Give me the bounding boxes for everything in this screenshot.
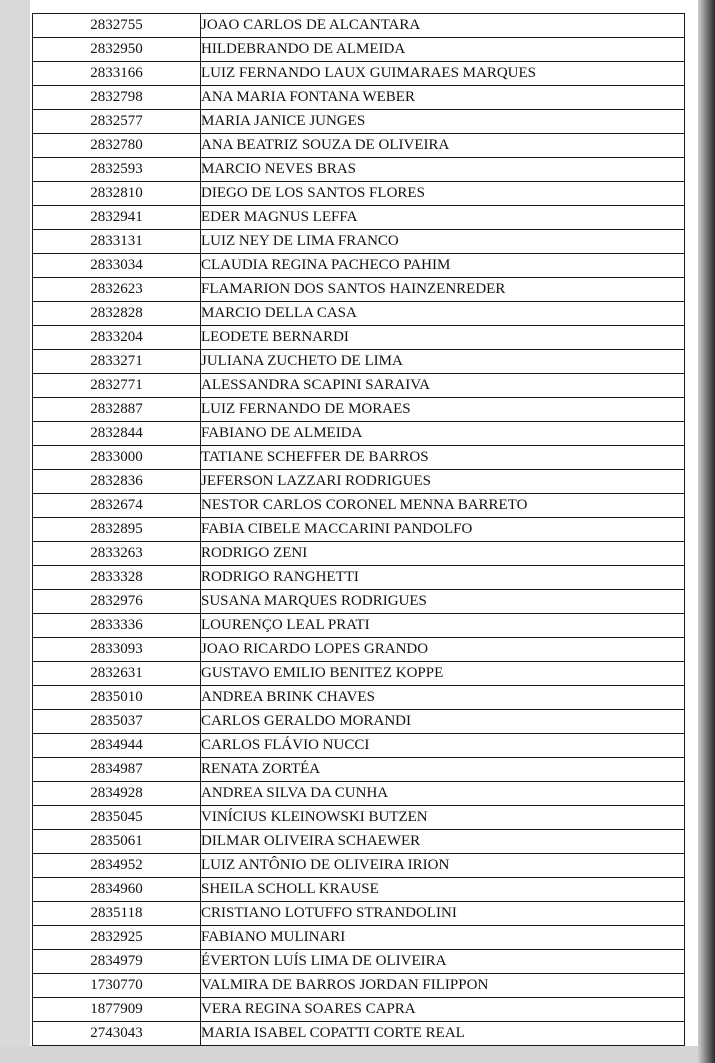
person-name: SUSANA MARQUES RODRIGUES [201, 590, 685, 614]
registration-number: 2833093 [33, 638, 201, 662]
person-name: EDER MAGNUS LEFFA [201, 206, 685, 230]
registration-number: 2832577 [33, 110, 201, 134]
registration-number: 2832844 [33, 422, 201, 446]
person-name: JOAO CARLOS DE ALCANTARA [201, 14, 685, 38]
table-row [33, 278, 685, 302]
table-row [33, 494, 685, 518]
person-name: ÉVERTON LUÍS LIMA DE OLIVEIRA [201, 950, 685, 974]
person-name: LEODETE BERNARDI [201, 326, 685, 350]
table-row [33, 182, 685, 206]
table-row [33, 38, 685, 62]
table-row [33, 302, 685, 326]
table-row [33, 374, 685, 398]
table-row [33, 62, 685, 86]
registration-number: 2832623 [33, 278, 201, 302]
table-row [33, 998, 685, 1022]
table-row [33, 686, 685, 710]
person-name: MARCIO DELLA CASA [201, 302, 685, 326]
registration-number: 2834928 [33, 782, 201, 806]
registration-number: 2833000 [33, 446, 201, 470]
table-row [33, 542, 685, 566]
scan-margin-bottom [0, 1046, 715, 1063]
registration-number: 2832755 [33, 14, 201, 38]
registration-number: 2832810 [33, 182, 201, 206]
person-name: RODRIGO RANGHETTI [201, 566, 685, 590]
table-row [33, 710, 685, 734]
table-row [33, 782, 685, 806]
person-name: SHEILA SCHOLL KRAUSE [201, 878, 685, 902]
registration-number: 2834960 [33, 878, 201, 902]
table-row [33, 110, 685, 134]
person-name: FABIANO DE ALMEIDA [201, 422, 685, 446]
registration-number: 2832771 [33, 374, 201, 398]
person-name: DILMAR OLIVEIRA SCHAEWER [201, 830, 685, 854]
registration-number: 1730770 [33, 974, 201, 998]
registration-number: 2832828 [33, 302, 201, 326]
registration-number: 2832836 [33, 470, 201, 494]
person-name: ANDREA BRINK CHAVES [201, 686, 685, 710]
person-name: ALESSANDRA SCAPINI SARAIVA [201, 374, 685, 398]
person-name: ANDREA SILVA DA CUNHA [201, 782, 685, 806]
registration-number: 2835061 [33, 830, 201, 854]
table-row [33, 902, 685, 926]
registration-number: 2833336 [33, 614, 201, 638]
registration-number: 2832950 [33, 38, 201, 62]
registration-number: 2834944 [33, 734, 201, 758]
registration-number: 2833131 [33, 230, 201, 254]
person-name: VERA REGINA SOARES CAPRA [201, 998, 685, 1022]
table-row [33, 830, 685, 854]
registration-number: 2835037 [33, 710, 201, 734]
registration-number: 2834987 [33, 758, 201, 782]
table-row [33, 950, 685, 974]
person-name: ANA BEATRIZ SOUZA DE OLIVEIRA [201, 134, 685, 158]
registration-number: 2833034 [33, 254, 201, 278]
person-name: VALMIRA DE BARROS JORDAN FILIPPON [201, 974, 685, 998]
registration-number: 2833204 [33, 326, 201, 350]
person-name: GUSTAVO EMILIO BENITEZ KOPPE [201, 662, 685, 686]
table-row [33, 614, 685, 638]
person-name: JULIANA ZUCHETO DE LIMA [201, 350, 685, 374]
person-name: RENATA ZORTÉA [201, 758, 685, 782]
table-row [33, 206, 685, 230]
person-name: RODRIGO ZENI [201, 542, 685, 566]
person-name: MARIA JANICE JUNGES [201, 110, 685, 134]
registration-number: 2834952 [33, 854, 201, 878]
table-row [33, 878, 685, 902]
table-row [33, 422, 685, 446]
registration-number: 2832780 [33, 134, 201, 158]
table-row [33, 662, 685, 686]
registration-number: 2832895 [33, 518, 201, 542]
table-row [33, 566, 685, 590]
table-row [33, 230, 685, 254]
person-name: DIEGO DE LOS SANTOS FLORES [201, 182, 685, 206]
table-row [33, 446, 685, 470]
person-name: ANA MARIA FONTANA WEBER [201, 86, 685, 110]
table-row [33, 350, 685, 374]
registration-number: 2835118 [33, 902, 201, 926]
table-row [33, 158, 685, 182]
table-row [33, 254, 685, 278]
table-row [33, 638, 685, 662]
scan-edge-right [698, 0, 715, 1063]
table-row [33, 926, 685, 950]
table-row [33, 470, 685, 494]
person-name: JEFERSON LAZZARI RODRIGUES [201, 470, 685, 494]
table-row [33, 974, 685, 998]
table-row [33, 86, 685, 110]
table-row [33, 134, 685, 158]
table-row [33, 758, 685, 782]
person-name: LUIZ FERNANDO LAUX GUIMARAES MARQUES [201, 62, 685, 86]
person-name: VINÍCIUS KLEINOWSKI BUTZEN [201, 806, 685, 830]
person-name: FABIANO MULINARI [201, 926, 685, 950]
table-row [33, 806, 685, 830]
table-row [33, 518, 685, 542]
table-row [33, 590, 685, 614]
table-row [33, 398, 685, 422]
person-name: MARIA ISABEL COPATTI CORTE REAL [201, 1022, 685, 1046]
registration-number: 2743043 [33, 1022, 201, 1046]
registration-number: 2832925 [33, 926, 201, 950]
person-name: LUIZ FERNANDO DE MORAES [201, 398, 685, 422]
registration-number: 2835010 [33, 686, 201, 710]
person-name: CRISTIANO LOTUFFO STRANDOLINI [201, 902, 685, 926]
registration-number: 2834979 [33, 950, 201, 974]
registration-number: 2832798 [33, 86, 201, 110]
registration-number: 2833263 [33, 542, 201, 566]
person-name: FABIA CIBELE MACCARINI PANDOLFO [201, 518, 685, 542]
person-name: JOAO RICARDO LOPES GRANDO [201, 638, 685, 662]
table-row [33, 734, 685, 758]
registration-number: 2832976 [33, 590, 201, 614]
registration-number: 2833328 [33, 566, 201, 590]
table-row [33, 854, 685, 878]
person-name: CARLOS FLÁVIO NUCCI [201, 734, 685, 758]
registration-number: 2833271 [33, 350, 201, 374]
registration-number: 2832887 [33, 398, 201, 422]
person-name: MARCIO NEVES BRAS [201, 158, 685, 182]
table-row [33, 326, 685, 350]
registration-number: 1877909 [33, 998, 201, 1022]
person-name: CARLOS GERALDO MORANDI [201, 710, 685, 734]
registration-number: 2832593 [33, 158, 201, 182]
registration-number: 2832941 [33, 206, 201, 230]
table-body [33, 14, 685, 1046]
person-name: CLAUDIA REGINA PACHECO PAHIM [201, 254, 685, 278]
registration-number: 2833166 [33, 62, 201, 86]
registration-number: 2832631 [33, 662, 201, 686]
registration-number: 2832674 [33, 494, 201, 518]
person-name: LUIZ ANTÔNIO DE OLIVEIRA IRION [201, 854, 685, 878]
registration-table [32, 13, 685, 1046]
person-name: LUIZ NEY DE LIMA FRANCO [201, 230, 685, 254]
registration-number: 2835045 [33, 806, 201, 830]
person-name: TATIANE SCHEFFER DE BARROS [201, 446, 685, 470]
scan-margin-left [0, 0, 30, 1063]
person-name: LOURENÇO LEAL PRATI [201, 614, 685, 638]
person-name: FLAMARION DOS SANTOS HAINZENREDER [201, 278, 685, 302]
table-row [33, 14, 685, 38]
table-row [33, 1022, 685, 1046]
person-name: NESTOR CARLOS CORONEL MENNA BARRETO [201, 494, 685, 518]
person-name: HILDEBRANDO DE ALMEIDA [201, 38, 685, 62]
